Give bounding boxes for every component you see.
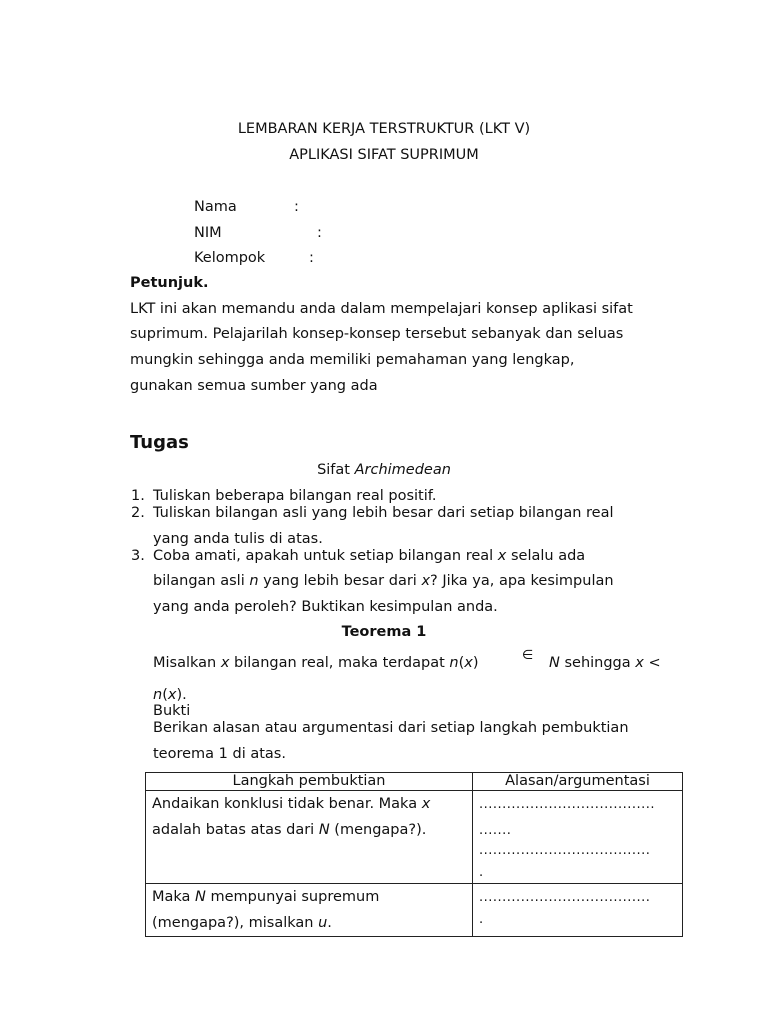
text-run: (mengapa?), misalkan (152, 915, 319, 931)
text-run: Maka (152, 889, 196, 905)
bukti-label: Bukti (153, 703, 191, 719)
field-nama-label: Nama (194, 199, 237, 215)
text-run: . (327, 915, 332, 931)
field-nim-label: NIM (194, 225, 222, 241)
proof-step-line (152, 791, 466, 817)
proof-step-line (152, 910, 466, 936)
text-run: ) (472, 655, 479, 671)
var-x: x (421, 796, 431, 812)
petunjuk-heading: Petunjuk. (130, 275, 209, 291)
petunjuk-line: mungkin sehingga anda memiliki pemahaman yang lengkap, (130, 352, 575, 368)
dotted-answer-line: ....... (479, 823, 512, 838)
text-run: (mengapa?). (329, 822, 427, 838)
title-line-2: APLIKASI SIFAT SUPRIMUM (289, 147, 479, 163)
dotted-answer-line: ..................................... (479, 890, 651, 905)
text-run: mempunyai supremum (205, 889, 380, 905)
dotted-answer-line: . (479, 912, 484, 927)
teorema-title: Teorema 1 (341, 624, 427, 640)
table-row (146, 884, 683, 937)
teorema-line-2 (153, 687, 187, 703)
dotted-answer-line: . (479, 865, 484, 880)
task-number: 3. (131, 548, 145, 564)
task-number: 1. (131, 488, 145, 504)
var-x: x (421, 573, 431, 589)
task-2-text: Tuliskan bilangan asli yang lebih besar dari setiap bilangan real (153, 505, 614, 521)
text-run: Andaikan konklusi tidak benar. Maka (152, 796, 422, 812)
var-x: x (167, 687, 177, 703)
text-run: Misalkan (153, 655, 221, 671)
teorema-line-1-tail (549, 655, 661, 671)
col-header-langkah: Langkah pembuktian (146, 773, 473, 791)
argument-answer-cell[interactable] (473, 791, 683, 884)
proof-step-line (152, 817, 466, 843)
task-3-line-2 (153, 573, 614, 589)
task-3-line-1 (153, 548, 585, 564)
section-title-italic: Archimedean (354, 462, 451, 478)
var-x: x (220, 655, 230, 671)
field-kelompok-label: Kelompok (194, 250, 266, 266)
petunjuk-line: LKT ini akan memandu anda dalam mempelajari konsep aplikasi sifat (130, 301, 633, 317)
task-3-line-3: yang anda peroleh? Buktikan kesimpulan anda. (153, 599, 498, 615)
text-run: adalah batas atas dari (152, 822, 319, 838)
var-n: n (249, 573, 259, 589)
task-number: 2. (131, 505, 145, 521)
bukti-line-2: teorema 1 di atas. (153, 746, 286, 762)
proof-step-line (152, 884, 466, 910)
text-run: ? Jika ya, apa kesimpulan (430, 573, 614, 589)
title-line-1: LEMBARAN KERJA TERSTRUKTUR (LKT V) (237, 121, 531, 137)
set-N: N (195, 889, 206, 905)
argument-answer-cell[interactable] (473, 884, 683, 937)
field-nama-colon: : (294, 199, 299, 215)
element-of-symbol: ∈ (522, 648, 534, 663)
text-run: Coba amati, apakah untuk setiap bilangan real (153, 548, 498, 564)
task-1-text: Tuliskan beberapa bilangan real positif. (153, 488, 437, 504)
var-x: x (464, 655, 473, 671)
table-row (146, 791, 683, 884)
set-N: N (318, 822, 330, 838)
text-run: yang lebih besar dari (258, 573, 422, 589)
var-u: u (318, 915, 328, 931)
dotted-answer-line: ..................................... (479, 843, 651, 858)
teorema-line-1 (153, 655, 479, 671)
text-run: ( (458, 655, 465, 671)
var-n: n (153, 687, 163, 703)
dotted-answer-line: ...................................... (479, 797, 656, 812)
text-run: ( (162, 687, 168, 703)
var-x: x (497, 548, 507, 564)
text-run: ). (176, 687, 187, 703)
var-x: x (635, 655, 644, 671)
proof-table (145, 772, 683, 937)
proof-step (146, 791, 473, 884)
field-kelompok-colon: : (309, 250, 314, 266)
section-title-prefix: Sifat (317, 462, 355, 478)
proof-step (146, 884, 473, 937)
petunjuk-line: gunakan semua sumber yang ada (130, 378, 378, 394)
text-run: < (643, 655, 661, 671)
text-run: selalu ada (506, 548, 586, 564)
text-run: bilangan asli (153, 573, 250, 589)
text-run: sehingga (559, 655, 636, 671)
table-header-row (146, 773, 683, 791)
petunjuk-line: suprimum. Pelajarilah konsep-konsep tersebut sebanyak dan seluas (130, 326, 624, 342)
section-title (0, 462, 768, 478)
text-run: bilangan real, maka terdapat (229, 655, 450, 671)
field-nim-colon: : (317, 225, 322, 241)
var-n: n (449, 655, 459, 671)
col-header-alasan: Alasan/argumentasi (473, 773, 683, 791)
set-N: N (549, 655, 560, 671)
bukti-line-1: Berikan alasan atau argumentasi dari setiap langkah pembuktian (153, 720, 629, 736)
task-2-text: yang anda tulis di atas. (153, 531, 323, 547)
tugas-heading: Tugas (130, 432, 189, 453)
